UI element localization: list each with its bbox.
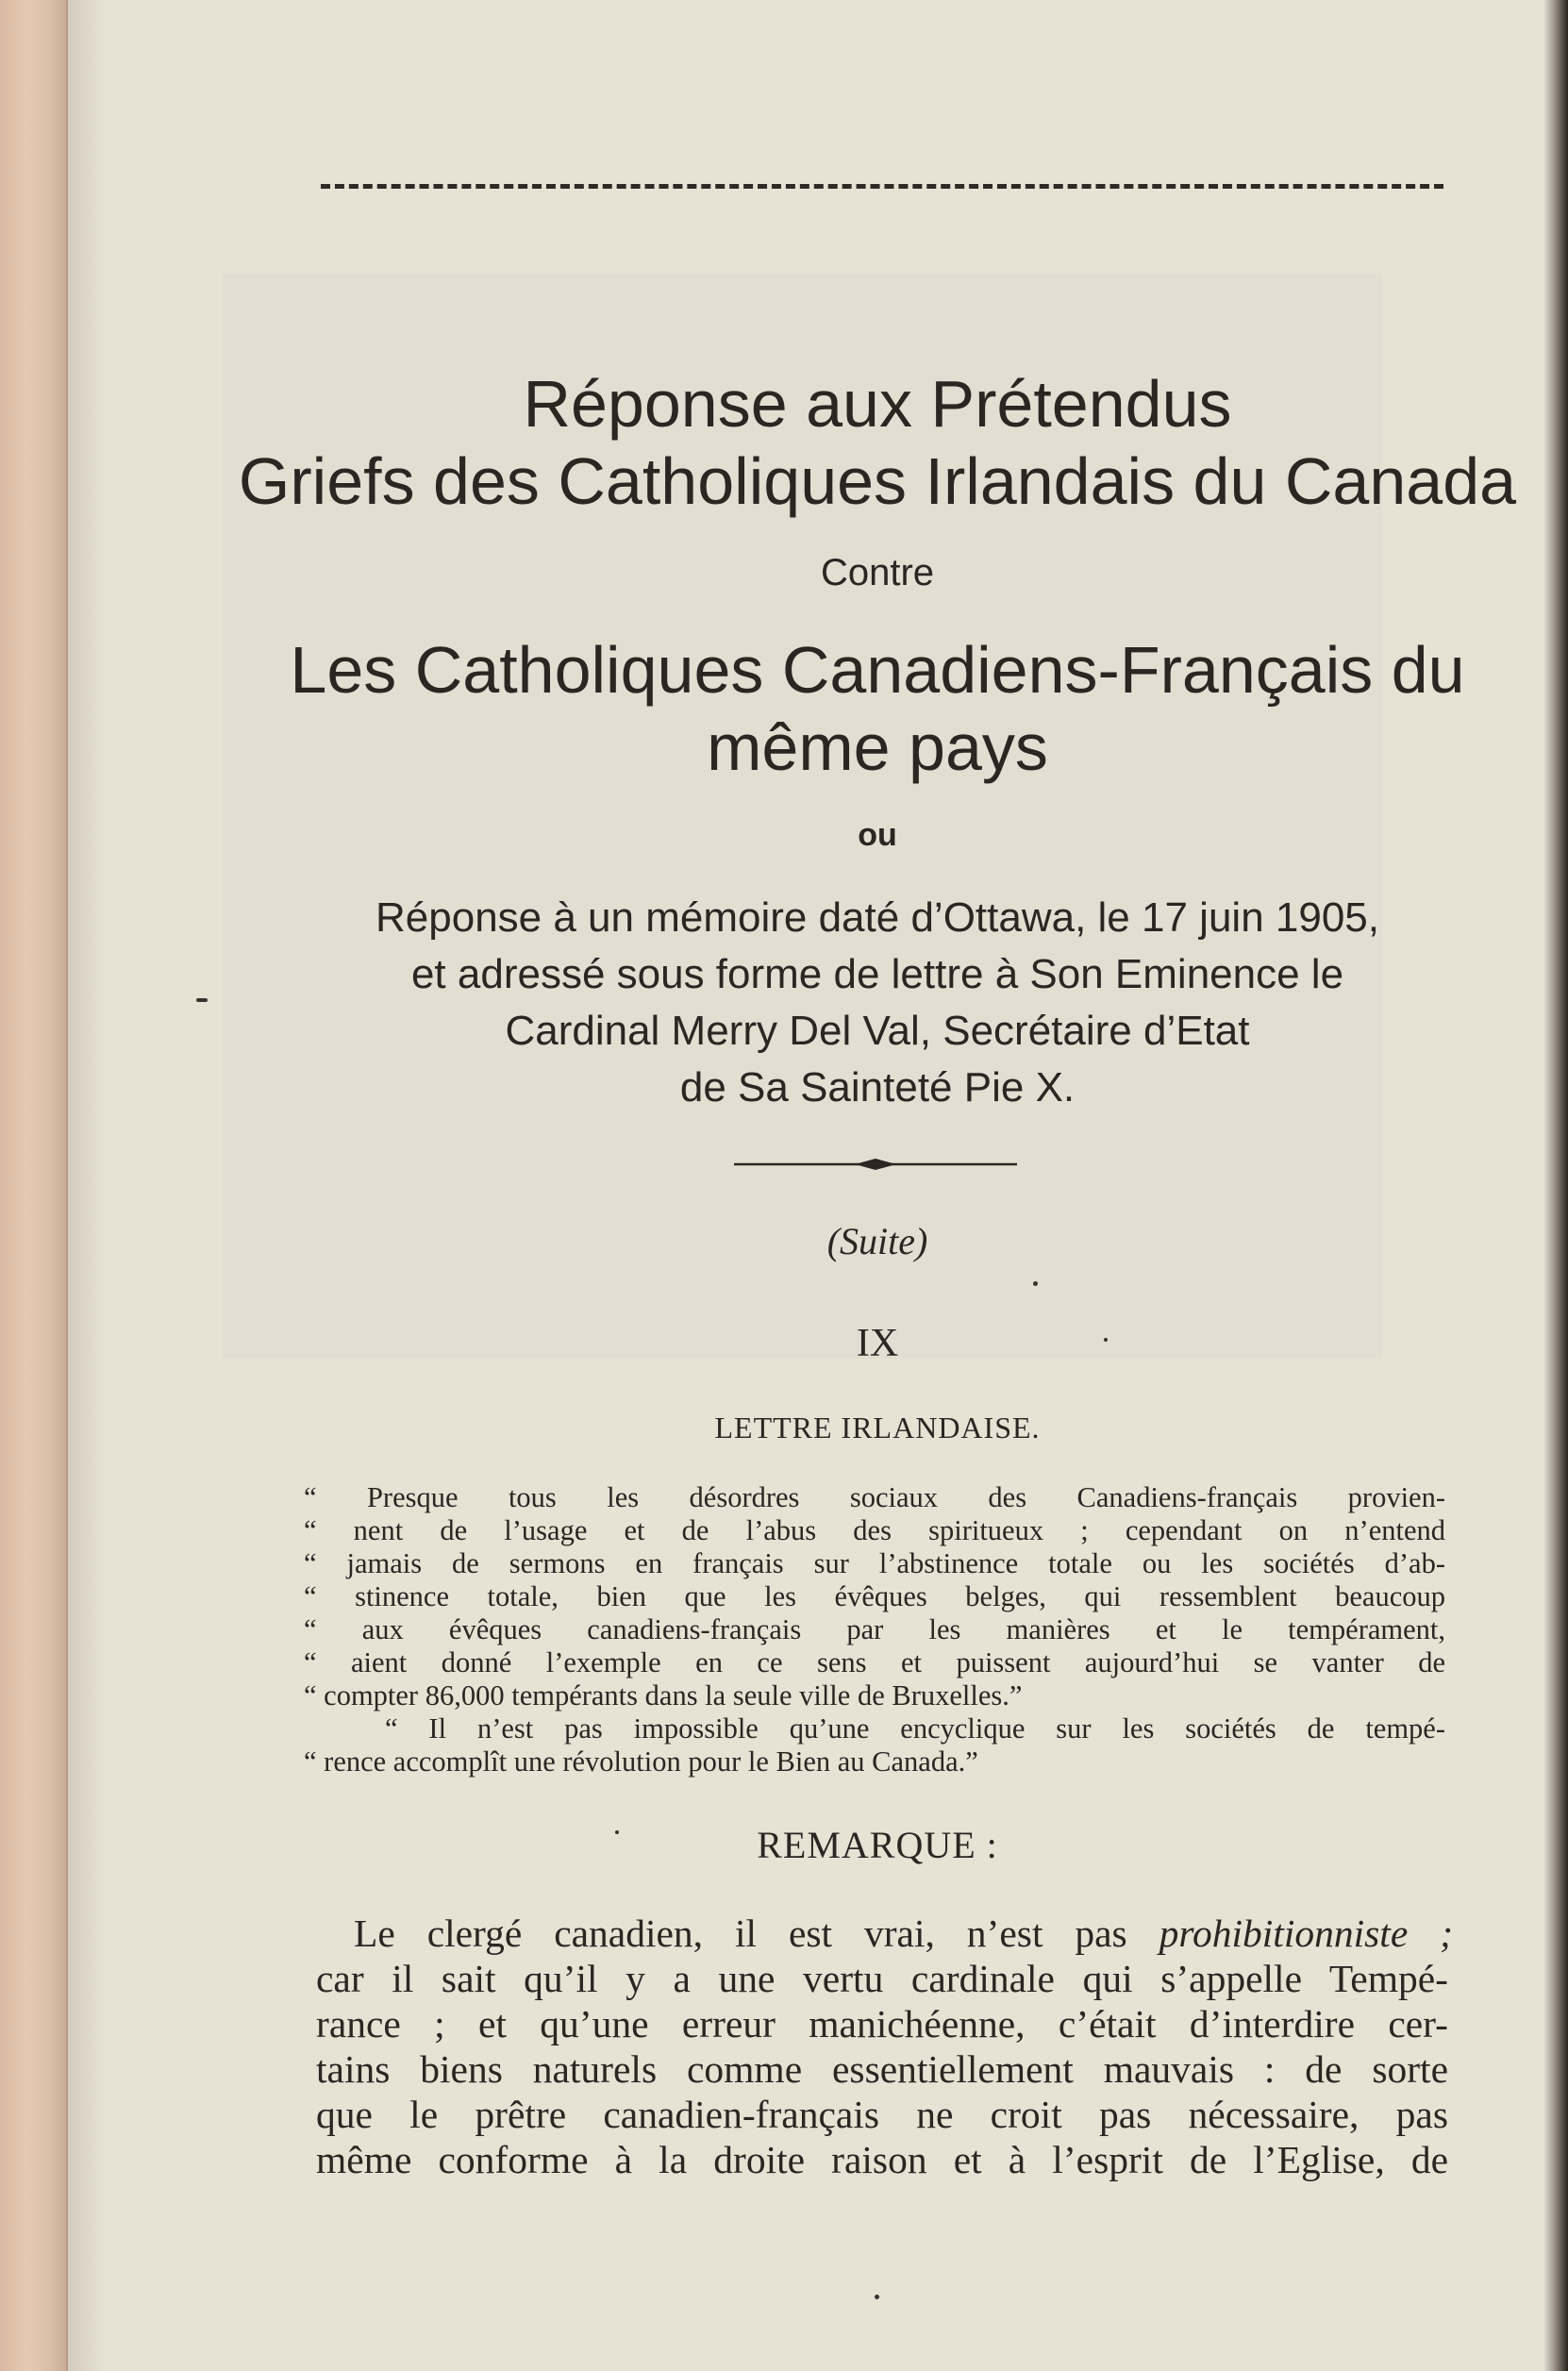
header-rule <box>321 184 1443 189</box>
body-line: même conforme à la droite raison et à l’esprit de l’Eglise, de <box>316 2138 1448 2181</box>
ink-speck <box>1104 1338 1108 1342</box>
body-text: Le clergé canadien, il est vrai, n’est pas <box>354 1912 1159 1955</box>
dedication-line: Réponse à un mémoire daté d’Ottawa, le 17 juin 1905, <box>375 894 1379 941</box>
quote-line: “ Presque tous les désordres sociaux des Canadiens-français provien- <box>304 1481 1445 1513</box>
body-line <box>354 1911 1453 1956</box>
page-edge-right <box>1543 0 1568 2371</box>
dedication-line: de Sa Sainteté Pie X. <box>679 1064 1076 1110</box>
quote-line: “ aux évêques canadiens-français par les manières et le tempérament, <box>304 1613 1445 1645</box>
quote-line: “ compter 86,000 tempérants dans la seule ville de Bruxelles.” <box>304 1679 1023 1711</box>
page-edge-left <box>0 0 68 2371</box>
dedication-line: et adressé sous forme de lettre à Son Eminence le <box>410 951 1344 997</box>
title-line-1: Réponse aux Prétendus <box>523 367 1232 441</box>
ink-speck <box>875 2295 879 2299</box>
remarque-heading: REMARQUE : <box>757 1824 998 1866</box>
title-line-2: Griefs des Catholiques Irlandais du Canada <box>238 444 1517 518</box>
ink-speck <box>196 998 208 1002</box>
ink-speck <box>1033 1281 1038 1286</box>
title-contre: Contre <box>820 552 935 593</box>
dedication-line: Cardinal Merry Del Val, Secrétaire d’Etat <box>505 1008 1250 1054</box>
quote-line: “ jamais de sermons en français sur l’abstinence totale ou les sociétés d’ab- <box>304 1547 1445 1579</box>
suite-label: (Suite) <box>826 1220 928 1262</box>
title-ou: ou <box>858 817 897 853</box>
chapter-number: IX <box>856 1322 899 1365</box>
quote-line: “ Il n’est pas impossible qu’une encyclique sur les sociétés de tempé- <box>385 1712 1445 1745</box>
gutter-shadow <box>68 0 106 2371</box>
quote-line: “ nent de l’usage et de l’abus des spiritueux ; cependant on n’entend <box>304 1514 1445 1546</box>
section-heading: LETTRE IRLANDAISE. <box>714 1411 1041 1444</box>
quote-line: “ aient donné l’exemple en ce sens et puissent aujourd’hui se vanter de <box>304 1646 1445 1678</box>
quote-line: “ rence accomplît une révolution pour le Bien au Canada.” <box>304 1745 978 1778</box>
title-line-3: Les Catholiques Canadiens-Français du <box>290 633 1465 707</box>
body-line: car il sait qu’il y a une vertu cardinale qui s’appelle Tempé- <box>316 1957 1448 2000</box>
body-line: rance ; et qu’une erreur manichéenne, c’était d’interdire cer- <box>316 2002 1448 2045</box>
ornament-divider <box>734 1158 1017 1171</box>
body-emphasis: prohibitionniste ; <box>1159 1912 1453 1955</box>
body-line: que le prêtre canadien-français ne croit pas nécessaire, pas <box>316 2093 1448 2136</box>
ink-speck <box>615 1830 619 1834</box>
quote-line: “ stinence totale, bien que les évêques belges, qui ressemblent beaucoup <box>304 1580 1445 1612</box>
body-line: tains biens naturels comme essentiellement mauvais : de sorte <box>316 2047 1448 2091</box>
title-line-4: même pays <box>707 710 1048 784</box>
